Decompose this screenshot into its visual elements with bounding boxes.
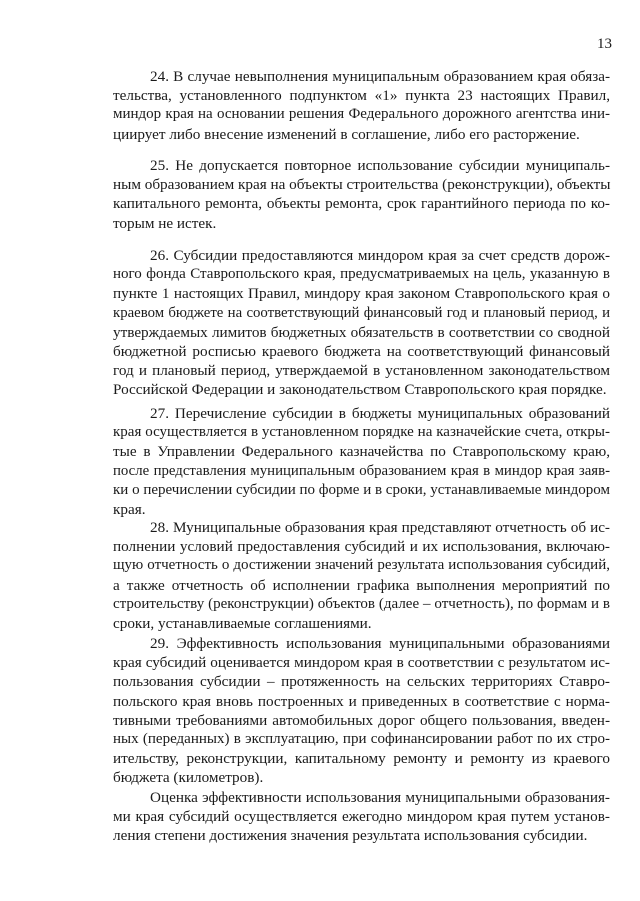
paragraph-27 [113,404,610,519]
text-line: ления степени достижения значения результата использования субсидии. [113,827,588,845]
paragraph-24 [113,67,610,144]
text-line: бюджета (километров). [113,769,264,787]
text-line: торым не истек. [113,214,217,232]
paragraph-26 [113,246,610,400]
text-line: тивными требованиями автомобильных дорог общего пользования, введен- [113,711,610,729]
text-line: 24. В случае невыполнения муниципальным образованием края обяза- [150,68,610,85]
text-line: сроки, устанавливаемые соглашениями. [113,614,372,632]
text-line: ки о перечислении субсидии по форме и в сроки, устанавливаемые миндором [113,481,610,498]
text-line: тельства, установленного подпунктом «1» пункта 23 настоящих Правил, [113,87,610,105]
paragraph-29-continued [113,788,610,846]
text-line: тые в Управлении Федерального казначейства по Ставропольскому краю, [113,443,610,461]
text-line: 26. Субсидии предоставляются миндором края за счет средств дорож- [150,247,610,264]
text-line: ми края субсидий осуществляется ежегодно миндором края путем установ- [113,808,610,826]
text-line: а также отчетность об исполнении графика выполнения мероприятий по [113,576,610,594]
text-line: Оценка эффективности использования муниципальными образования- [150,789,610,806]
paragraph-29 [113,634,610,788]
text-line: циирует либо внесение изменений в соглашение, либо его расторжение. [113,125,580,143]
text-line: 29. Эффективность использования муниципальными образованиями [150,635,610,652]
text-line: щую отчетность о достижении значений результата использования субсидий, [113,557,610,574]
text-line: 25. Не допускается повторное использование субсидии муниципаль- [150,157,610,174]
text-line: края субсидий оценивается миндором края в соответствии с результатом ис- [113,654,610,672]
text-line: 27. Перечисление субсидии в бюджеты муниципальных образований [150,405,610,422]
text-line: ных (переданных) в эксплуатацию, при софинансировании работ по их стро- [113,730,610,747]
text-line: капитального ремонта, объекты ремонта, срок гарантийного периода по ко- [113,195,610,213]
text-line: строительству (реконструкции) объектов (далее – отчетность), по формам и в [113,595,610,612]
text-line: ным образованием края на объекты строительства (реконструкции), объекты [113,176,611,194]
text-line: миндор края на основании решения Федерального дорожного агентства ини- [113,106,610,123]
text-line: пользования субсидии – протяженность на сельских территориях Ставро- [113,673,610,691]
text-line: ительству, реконструкции, капитальному ремонту и ремонту из краевого [113,750,610,768]
text-line: ного фонда Ставропольского края, предусматриваемых на цель, указанную в [113,266,610,283]
text-line: год и плановый период, утверждаемой в установленном законодательством [113,362,610,380]
text-line: полнении условий предоставления субсидий и их использования, включаю- [113,538,610,556]
text-line: краевом бюджете на соответствующий финансовый год и плановый период, и [113,304,610,321]
text-line: края осуществляется в установленном порядке на казначейские счета, откры- [113,424,610,441]
text-line: края. [113,500,146,518]
text-line: бюджетной росписью краевого бюджета на соответствующий финансовый [113,342,610,360]
text-line: 28. Муниципальные образования края представляют отчетность об ис- [150,519,610,536]
text-line: утверждаемых лимитов бюджетных обязательств в соответствии со сводной [113,323,610,341]
text-line: после представления муниципальным образованием края в миндор края заяв- [113,462,610,479]
paragraph-25 [113,156,610,233]
paragraph-28 [113,518,610,633]
page-number: 13 [597,36,612,52]
text-line: Российской Федерации и законодательством Ставропольского края порядке. [113,381,607,399]
text-line: пункте 1 настоящих Правил, миндору края законом Ставропольского края о [113,285,610,303]
text-line: польского края вновь построенных и приведенных в соответствие с норма- [113,692,610,710]
